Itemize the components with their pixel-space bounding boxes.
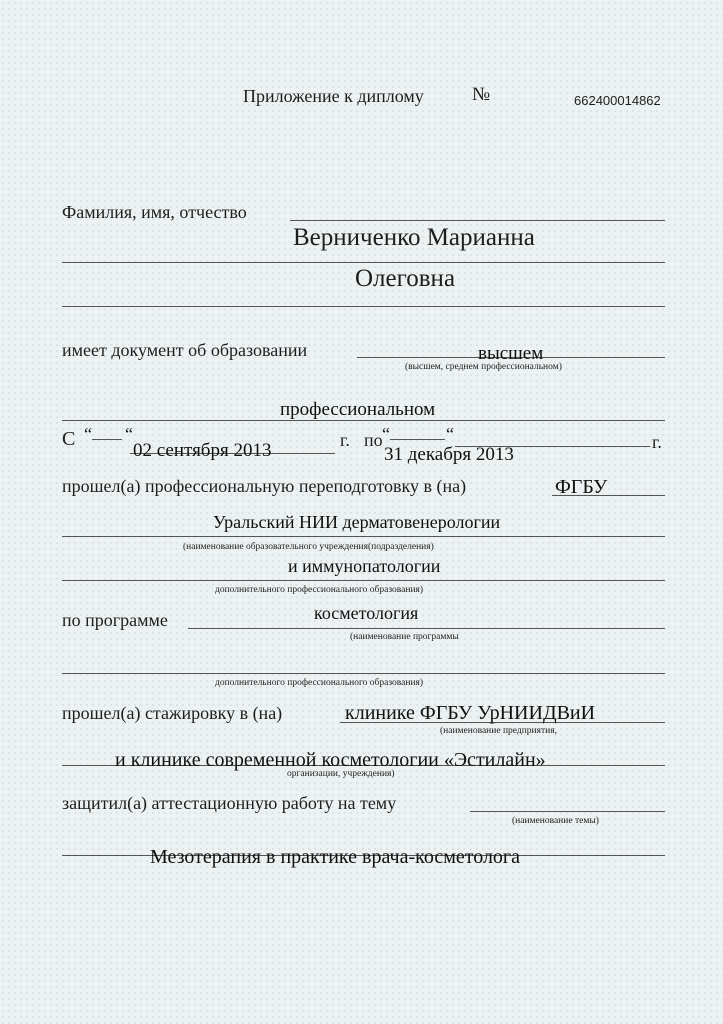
period-to-prefix: по bbox=[364, 430, 383, 450]
education-line-2 bbox=[62, 420, 665, 421]
internship-note-1: (наименование предприятия, bbox=[440, 726, 557, 736]
program-note-2: дополнительного профессионального образования) bbox=[215, 678, 424, 688]
document-title: Приложение к диплому bbox=[243, 86, 424, 106]
retraining-institution-1: Уральский НИИ дерматовенерологии bbox=[213, 512, 501, 532]
retraining-line-3 bbox=[62, 580, 665, 581]
internship-value-1: клинике ФГБУ УрНИИДВиИ bbox=[345, 702, 596, 724]
period-to-quote-close: “ bbox=[446, 424, 454, 444]
retraining-line-2 bbox=[62, 536, 665, 537]
thesis-value: Мезотерапия в практике врача-косметолога bbox=[150, 846, 521, 868]
period-to-date: 31 декабря 2013 bbox=[384, 444, 514, 465]
fio-line-3 bbox=[62, 306, 665, 307]
fio-name-line1: Верниченко Марианна bbox=[293, 224, 535, 251]
fio-name-line2: Олеговна bbox=[355, 265, 456, 292]
period-to-quote-line bbox=[390, 439, 445, 440]
retraining-institution-2: и иммунопатологии bbox=[288, 556, 441, 576]
period-year-suffix: г. bbox=[340, 430, 350, 450]
period-quote-close: “ bbox=[125, 424, 133, 444]
internship-note-2: организации, учреждения) bbox=[287, 769, 395, 779]
diploma-number: 662400014862 bbox=[574, 93, 661, 108]
education-value: высшем bbox=[478, 343, 544, 364]
thesis-label: защитил(а) аттестационную работу на тему bbox=[62, 793, 397, 813]
period-quote-open: “ bbox=[84, 424, 92, 444]
education-value-2: профессиональном bbox=[280, 399, 436, 420]
thesis-note: (наименование темы) bbox=[512, 816, 599, 826]
program-label: по программе bbox=[62, 610, 168, 630]
program-note-1: (наименование программы bbox=[350, 632, 459, 642]
fio-line-1 bbox=[290, 220, 665, 221]
retraining-note-2: дополнительного профессионального образования) bbox=[215, 585, 424, 595]
retraining-note-1: (наименование образовательного учреждения(подразделения) bbox=[183, 542, 434, 552]
internship-label: прошел(а) стажировку в (на) bbox=[62, 703, 283, 723]
period-quote-line bbox=[92, 439, 122, 440]
education-label: имеет документ об образовании bbox=[62, 340, 308, 360]
period-to-quote-open: “ bbox=[382, 424, 390, 444]
fio-label: Фамилия, имя, отчество bbox=[62, 202, 247, 222]
program-value: косметология bbox=[314, 603, 419, 623]
internship-value-2: и клинике современной косметологии «Эстилайн» bbox=[115, 749, 546, 771]
program-line bbox=[188, 628, 665, 629]
period-from-prefix: С bbox=[62, 428, 76, 450]
retraining-label: прошел(а) профессиональную переподготовку в (на) bbox=[62, 476, 467, 496]
number-sign: № bbox=[472, 84, 491, 105]
fio-line-2 bbox=[62, 262, 665, 263]
thesis-line bbox=[470, 811, 665, 812]
retraining-value: ФГБУ bbox=[555, 476, 608, 498]
education-note: (высшем, среднем профессиональном) bbox=[405, 362, 562, 372]
program-line-2 bbox=[62, 673, 665, 674]
period-to-suffix: г. bbox=[652, 432, 662, 452]
period-from-date: 02 сентября 2013 bbox=[133, 440, 272, 461]
